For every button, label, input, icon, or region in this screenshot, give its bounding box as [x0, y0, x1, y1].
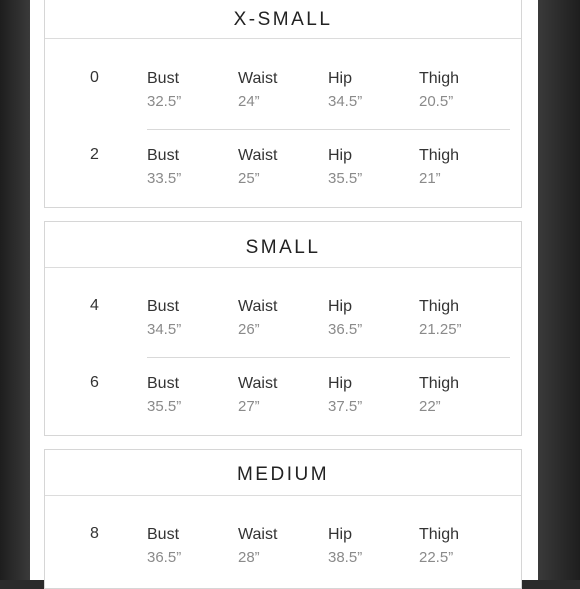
measure-value: 38.5” — [328, 549, 363, 566]
row-divider — [147, 357, 510, 358]
size-number: 4 — [90, 297, 99, 314]
measure-value: 22” — [419, 398, 441, 415]
measure-label: Hip — [328, 375, 353, 392]
measure-value: 22.5” — [419, 549, 454, 566]
measure-label: Waist — [238, 147, 278, 164]
measure-label: Hip — [328, 70, 353, 87]
measure-value: 24” — [238, 93, 260, 110]
measure-label: Waist — [238, 375, 278, 392]
measure-label: Bust — [147, 147, 180, 164]
measure-value: 34.5” — [328, 93, 363, 110]
size-row — [45, 525, 521, 577]
measure-label: Waist — [238, 298, 278, 315]
size-card-medium — [44, 449, 522, 589]
measure-label: Hip — [328, 147, 353, 164]
measure-hip — [328, 374, 362, 416]
card-title-divider — [45, 495, 521, 496]
measure-hip — [328, 525, 362, 567]
measure-thigh — [419, 146, 459, 188]
measure-label: Bust — [147, 298, 180, 315]
measure-bust — [147, 146, 181, 188]
measure-label: Thigh — [419, 375, 460, 392]
measure-value: 32.5” — [147, 93, 182, 110]
card-title-divider — [45, 38, 521, 39]
measure-thigh — [419, 525, 459, 567]
measure-thigh — [419, 374, 459, 416]
measure-value: 21” — [419, 170, 441, 187]
measure-label: Thigh — [419, 298, 460, 315]
measure-label: Hip — [328, 526, 353, 543]
measure-label: Waist — [238, 526, 278, 543]
measure-value: 25” — [238, 170, 260, 187]
size-number: 0 — [90, 69, 99, 86]
measure-label: Bust — [147, 70, 180, 87]
size-chart-page — [30, 0, 538, 580]
measure-value: 36.5” — [147, 549, 182, 566]
measure-label: Thigh — [419, 526, 460, 543]
row-divider — [147, 129, 510, 130]
measure-value: 34.5” — [147, 321, 182, 338]
size-card-small — [44, 221, 522, 436]
measure-waist — [238, 69, 277, 111]
background-right — [538, 0, 580, 580]
measure-label: Thigh — [419, 147, 460, 164]
measure-value: 28” — [238, 549, 260, 566]
size-row — [45, 69, 521, 121]
size-number: 8 — [90, 525, 99, 542]
measure-value: 35.5” — [147, 398, 182, 415]
measure-waist — [238, 297, 277, 339]
background-left — [0, 0, 30, 580]
measure-value: 36.5” — [328, 321, 363, 338]
measure-value: 21.25” — [419, 321, 462, 338]
size-number: 2 — [90, 146, 99, 163]
size-card-x-small — [44, 0, 522, 208]
measure-waist — [238, 525, 277, 567]
measure-bust — [147, 69, 181, 111]
measure-value: 20.5” — [419, 93, 454, 110]
measure-value: 33.5” — [147, 170, 182, 187]
measure-bust — [147, 297, 181, 339]
measure-label: Waist — [238, 70, 278, 87]
size-card-title: MEDIUM — [236, 464, 330, 485]
measure-bust — [147, 525, 181, 567]
measure-label: Bust — [147, 375, 180, 392]
size-card-title: X-SMALL — [233, 9, 333, 30]
measure-hip — [328, 297, 362, 339]
measure-bust — [147, 374, 181, 416]
measure-label: Thigh — [419, 70, 460, 87]
measure-value: 35.5” — [328, 170, 363, 187]
measure-label: Bust — [147, 526, 180, 543]
measure-hip — [328, 146, 362, 188]
size-row — [45, 297, 521, 349]
measure-label: Hip — [328, 298, 353, 315]
measure-thigh — [419, 69, 459, 111]
measure-value: 37.5” — [328, 398, 363, 415]
measure-waist — [238, 374, 277, 416]
size-number: 6 — [90, 374, 99, 391]
size-row — [45, 146, 521, 198]
measure-hip — [328, 69, 362, 111]
size-card-title: SMALL — [245, 237, 321, 258]
measure-value: 27” — [238, 398, 260, 415]
size-row — [45, 374, 521, 426]
measure-waist — [238, 146, 277, 188]
measure-thigh — [419, 297, 462, 339]
measure-value: 26” — [238, 321, 260, 338]
card-title-divider — [45, 267, 521, 268]
